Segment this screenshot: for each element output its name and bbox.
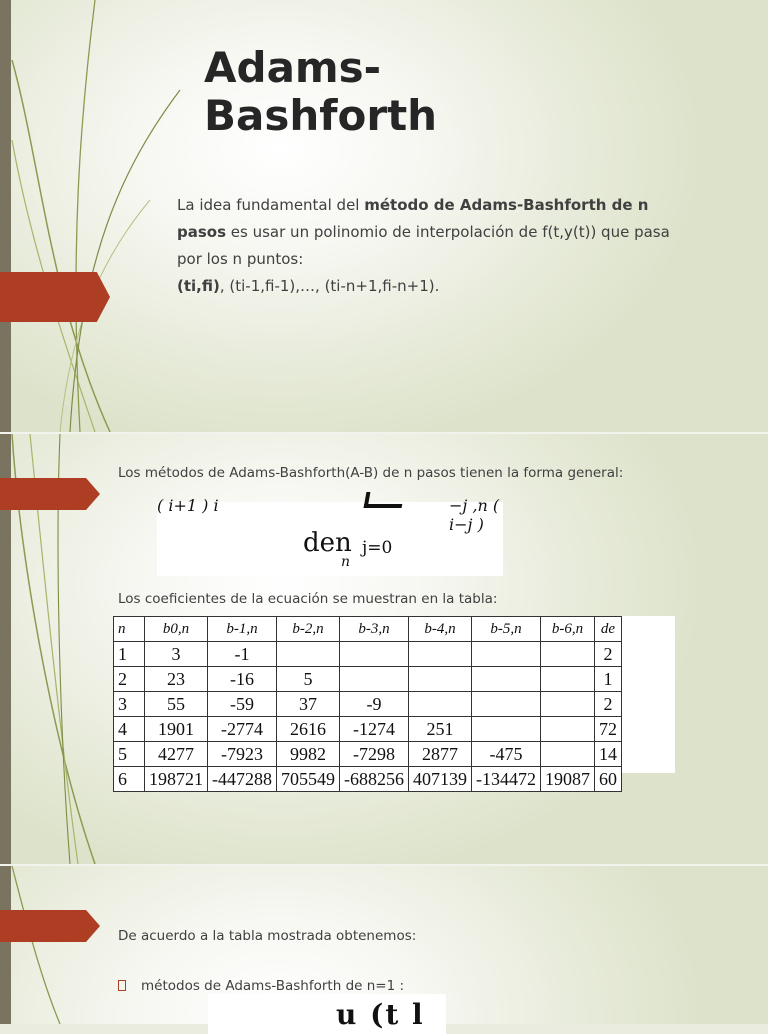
table-cell: 2877 bbox=[409, 742, 472, 767]
coefficients-text: Los coeficientes de la ecuación se muestran en la tabla: bbox=[118, 591, 498, 607]
table-cell: -475 bbox=[472, 742, 541, 767]
table-cell bbox=[277, 642, 340, 667]
table-cell: -688256 bbox=[340, 767, 409, 792]
left-accent-bar bbox=[0, 866, 11, 1024]
table-cell: 19087 bbox=[541, 767, 595, 792]
table-cell: 705549 bbox=[277, 767, 340, 792]
table-row bbox=[114, 717, 622, 742]
table-header-cell: b0,n bbox=[145, 617, 208, 642]
table-row bbox=[114, 667, 622, 692]
table-cell: -7298 bbox=[340, 742, 409, 767]
coefficients-table-wrap bbox=[113, 616, 675, 789]
table-cell: 6 bbox=[114, 767, 145, 792]
formula-right: −j ,n ( i−j ) bbox=[449, 496, 500, 534]
table-cell: 2 bbox=[595, 642, 622, 667]
table-cell: -2774 bbox=[208, 717, 277, 742]
accent-tab bbox=[0, 910, 100, 942]
sum-sign bbox=[364, 492, 405, 508]
table-cell bbox=[409, 667, 472, 692]
table-cell: 2 bbox=[114, 667, 145, 692]
table-cell bbox=[340, 667, 409, 692]
table-cell: 4277 bbox=[145, 742, 208, 767]
table-cell: -7923 bbox=[208, 742, 277, 767]
title-line-2: Bashforth bbox=[204, 91, 438, 140]
intro-bold-method: método de Adams-Bashforth de n pasos bbox=[177, 196, 649, 241]
table-cell: 23 bbox=[145, 667, 208, 692]
table-cell: 1 bbox=[114, 642, 145, 667]
table-cell: 1901 bbox=[145, 717, 208, 742]
table-cell: -134472 bbox=[472, 767, 541, 792]
table-row bbox=[114, 692, 622, 717]
table-cell: 9982 bbox=[277, 742, 340, 767]
table-cell bbox=[472, 692, 541, 717]
slide-title-text bbox=[204, 44, 437, 140]
table-cell: 2616 bbox=[277, 717, 340, 742]
table-cell: 3 bbox=[114, 692, 145, 717]
table-header-cell: b-1,n bbox=[208, 617, 277, 642]
table-cell bbox=[409, 692, 472, 717]
slide-results bbox=[0, 866, 768, 1031]
table-cell: -59 bbox=[208, 692, 277, 717]
formula-n1-fragment: u (t l bbox=[336, 998, 425, 1031]
table-cell: 55 bbox=[145, 692, 208, 717]
title-line-1: Adams- bbox=[204, 43, 382, 92]
formula-den-sub: n bbox=[341, 554, 351, 570]
table-cell bbox=[472, 717, 541, 742]
formula-image bbox=[157, 496, 503, 576]
accent-tab bbox=[0, 272, 110, 322]
table-cell: 4 bbox=[114, 717, 145, 742]
table-header-cell: b-5,n bbox=[472, 617, 541, 642]
table-cell: -16 bbox=[208, 667, 277, 692]
table-header-row bbox=[114, 617, 622, 642]
decorative-swirl bbox=[0, 866, 120, 1024]
coefficients-table bbox=[113, 616, 622, 792]
bullet-square-icon bbox=[118, 980, 126, 991]
intro-text-1: La idea fundamental del bbox=[177, 196, 365, 214]
table-cell: 407139 bbox=[409, 767, 472, 792]
points-rest: , (ti-1,fi-1),…, (ti-n+1,fi-n+1). bbox=[219, 277, 440, 295]
decorative-swirl bbox=[0, 0, 200, 432]
points-bold: (ti,fi) bbox=[177, 277, 220, 295]
formula-den: den bbox=[303, 528, 352, 558]
accent-tab bbox=[0, 478, 100, 510]
table-cell: 60 bbox=[595, 767, 622, 792]
table-cell bbox=[541, 642, 595, 667]
table-cell bbox=[472, 667, 541, 692]
table-cell: -447288 bbox=[208, 767, 277, 792]
general-form-text: Los métodos de Adams-Bashforth(A-B) de n pasos tienen la forma general: bbox=[118, 465, 624, 481]
table-cell: 1 bbox=[595, 667, 622, 692]
left-accent-bar bbox=[0, 0, 11, 432]
intro-paragraph bbox=[177, 192, 697, 300]
table-cell: 14 bbox=[595, 742, 622, 767]
table-cell: 5 bbox=[114, 742, 145, 767]
slide-title bbox=[0, 0, 768, 432]
table-cell: 251 bbox=[409, 717, 472, 742]
table-cell: 3 bbox=[145, 642, 208, 667]
table-row bbox=[114, 642, 622, 667]
table-cell bbox=[409, 642, 472, 667]
bullet-method-n1: métodos de Adams-Bashforth de n=1 : bbox=[141, 978, 405, 994]
table-cell bbox=[472, 642, 541, 667]
table-header-cell: b-2,n bbox=[277, 617, 340, 642]
table-header-cell: b-3,n bbox=[340, 617, 409, 642]
results-intro-text: De acuerdo a la tabla mostrada obtenemos: bbox=[118, 928, 417, 944]
table-row bbox=[114, 742, 622, 767]
slide-general-form bbox=[0, 434, 768, 864]
table-cell bbox=[340, 642, 409, 667]
table-cell: 198721 bbox=[145, 767, 208, 792]
table-cell bbox=[541, 742, 595, 767]
table-header-cell: b-4,n bbox=[409, 617, 472, 642]
table-cell: -1274 bbox=[340, 717, 409, 742]
table-row bbox=[114, 767, 622, 792]
formula-sum-index: j=0 bbox=[362, 538, 393, 558]
table-cell: 37 bbox=[277, 692, 340, 717]
table-cell bbox=[541, 692, 595, 717]
table-cell: -1 bbox=[208, 642, 277, 667]
table-cell bbox=[541, 717, 595, 742]
formula-image-n1 bbox=[208, 994, 446, 1034]
table-cell: 5 bbox=[277, 667, 340, 692]
table-cell bbox=[541, 667, 595, 692]
formula-top: ( i+1 ) i bbox=[157, 496, 219, 515]
table-cell: -9 bbox=[340, 692, 409, 717]
table-header-cell: n bbox=[114, 617, 145, 642]
intro-text-2: es usar un polinomio de interpolación de f(t,y(t)) que pasa por los n puntos: bbox=[177, 223, 670, 268]
table-header-cell: de bbox=[595, 617, 622, 642]
table-cell: 2 bbox=[595, 692, 622, 717]
table-header-cell: b-6,n bbox=[541, 617, 595, 642]
table-cell: 72 bbox=[595, 717, 622, 742]
